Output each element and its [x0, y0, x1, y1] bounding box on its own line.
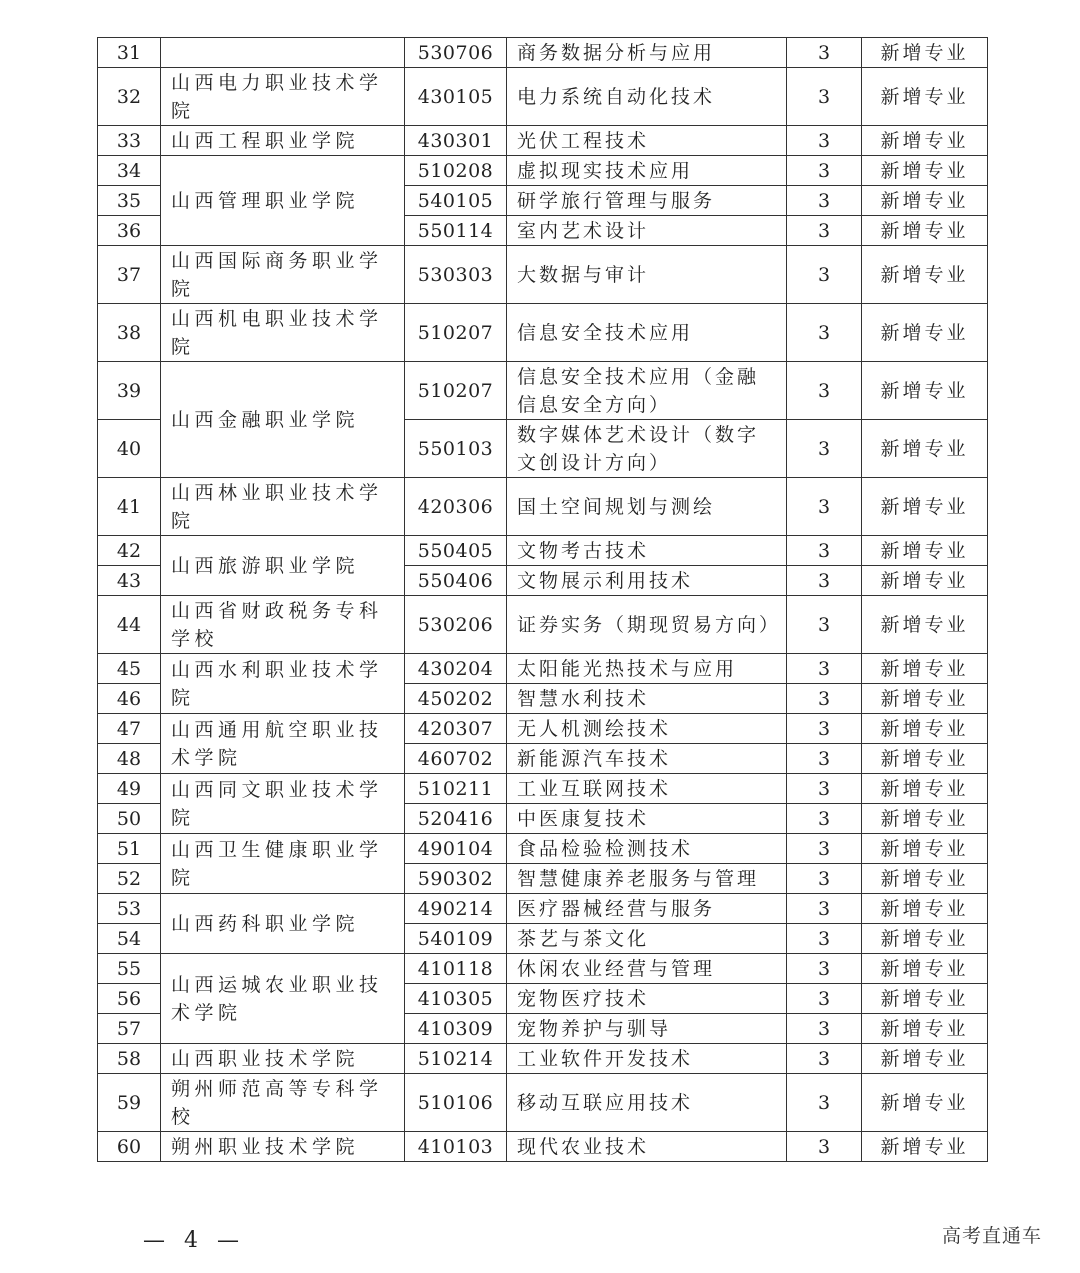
- major-name: 智慧水利技术: [507, 684, 787, 714]
- row-number: 45: [98, 654, 161, 684]
- study-years: 3: [787, 714, 862, 744]
- school-name: 山西旅游职业学院: [161, 536, 405, 596]
- school-name: 山西通用航空职业技术学院: [161, 714, 405, 774]
- change-type: 新增专业: [862, 954, 988, 984]
- school-name: 山西金融职业学院: [161, 362, 405, 478]
- major-name: 信息安全技术应用（金融 信息安全方向）: [507, 362, 787, 420]
- major-code: 510211: [405, 774, 507, 804]
- major-name: 工业互联网技术: [507, 774, 787, 804]
- study-years: 3: [787, 774, 862, 804]
- row-number: 44: [98, 596, 161, 654]
- table-row: [98, 68, 988, 126]
- table-row: [98, 834, 988, 864]
- study-years: 3: [787, 804, 862, 834]
- change-type: 新增专业: [862, 126, 988, 156]
- page-number: — 4 —: [143, 1228, 245, 1253]
- major-name: 宠物医疗技术: [507, 984, 787, 1014]
- change-type: 新增专业: [862, 744, 988, 774]
- row-number: 41: [98, 478, 161, 536]
- change-type: 新增专业: [862, 1074, 988, 1132]
- study-years: 3: [787, 684, 862, 714]
- major-code: 530206: [405, 596, 507, 654]
- row-number: 49: [98, 774, 161, 804]
- study-years: 3: [787, 420, 862, 478]
- major-code: 510207: [405, 304, 507, 362]
- study-years: 3: [787, 126, 862, 156]
- table-row: [98, 654, 988, 684]
- row-number: 47: [98, 714, 161, 744]
- major-name: 虚拟现实技术应用: [507, 156, 787, 186]
- study-years: 3: [787, 68, 862, 126]
- school-name: 山西林业职业技术学院: [161, 478, 405, 536]
- major-name: 无人机测绘技术: [507, 714, 787, 744]
- school-name: 山西国际商务职业学院: [161, 246, 405, 304]
- change-type: 新增专业: [862, 536, 988, 566]
- major-name: 新能源汽车技术: [507, 744, 787, 774]
- row-number: 37: [98, 246, 161, 304]
- change-type: 新增专业: [862, 216, 988, 246]
- major-code: 430204: [405, 654, 507, 684]
- row-number: 38: [98, 304, 161, 362]
- change-type: 新增专业: [862, 894, 988, 924]
- major-name: 研学旅行管理与服务: [507, 186, 787, 216]
- major-code: 510208: [405, 156, 507, 186]
- table-row: [98, 954, 988, 984]
- change-type: 新增专业: [862, 1044, 988, 1074]
- major-name: 文物考古技术: [507, 536, 787, 566]
- row-number: 43: [98, 566, 161, 596]
- major-name: 电力系统自动化技术: [507, 68, 787, 126]
- row-number: 36: [98, 216, 161, 246]
- change-type: 新增专业: [862, 684, 988, 714]
- major-code: 450202: [405, 684, 507, 714]
- row-number: 42: [98, 536, 161, 566]
- school-name: [161, 38, 405, 68]
- row-number: 34: [98, 156, 161, 186]
- change-type: 新增专业: [862, 984, 988, 1014]
- row-number: 40: [98, 420, 161, 478]
- major-name: 食品检验检测技术: [507, 834, 787, 864]
- major-name: 宠物养护与驯导: [507, 1014, 787, 1044]
- row-number: 48: [98, 744, 161, 774]
- table-row: [98, 1132, 988, 1162]
- row-number: 59: [98, 1074, 161, 1132]
- school-name: 山西机电职业技术学院: [161, 304, 405, 362]
- study-years: 3: [787, 864, 862, 894]
- change-type: 新增专业: [862, 362, 988, 420]
- row-number: 60: [98, 1132, 161, 1162]
- table-row: [98, 774, 988, 804]
- major-code: 540105: [405, 186, 507, 216]
- watermark-text: 高考直通车: [942, 1225, 1043, 1247]
- change-type: 新增专业: [862, 714, 988, 744]
- major-code: 420307: [405, 714, 507, 744]
- table-row: [98, 714, 988, 744]
- change-type: 新增专业: [862, 774, 988, 804]
- major-name: 文物展示利用技术: [507, 566, 787, 596]
- major-name: 室内艺术设计: [507, 216, 787, 246]
- major-code: 550405: [405, 536, 507, 566]
- study-years: 3: [787, 362, 862, 420]
- major-code: 420306: [405, 478, 507, 536]
- row-number: 56: [98, 984, 161, 1014]
- major-code: 550114: [405, 216, 507, 246]
- table-row: [98, 246, 988, 304]
- major-code: 460702: [405, 744, 507, 774]
- study-years: 3: [787, 566, 862, 596]
- change-type: 新增专业: [862, 596, 988, 654]
- majors-table: [97, 37, 988, 1162]
- table-row: [98, 1044, 988, 1074]
- study-years: 3: [787, 186, 862, 216]
- table-row: [98, 596, 988, 654]
- study-years: 3: [787, 984, 862, 1014]
- change-type: 新增专业: [862, 478, 988, 536]
- study-years: 3: [787, 1044, 862, 1074]
- major-code: 490214: [405, 894, 507, 924]
- table-row: [98, 894, 988, 924]
- study-years: 3: [787, 924, 862, 954]
- change-type: 新增专业: [862, 804, 988, 834]
- major-code: 490104: [405, 834, 507, 864]
- table-body: [98, 38, 988, 1162]
- school-name: 山西管理职业学院: [161, 156, 405, 246]
- row-number: 58: [98, 1044, 161, 1074]
- school-name: 山西省财政税务专科学校: [161, 596, 405, 654]
- study-years: 3: [787, 596, 862, 654]
- row-number: 32: [98, 68, 161, 126]
- major-code: 430301: [405, 126, 507, 156]
- change-type: 新增专业: [862, 834, 988, 864]
- change-type: 新增专业: [862, 304, 988, 362]
- change-type: 新增专业: [862, 246, 988, 304]
- major-name: 医疗器械经营与服务: [507, 894, 787, 924]
- school-name: 山西电力职业技术学院: [161, 68, 405, 126]
- major-name: 光伏工程技术: [507, 126, 787, 156]
- study-years: 3: [787, 1014, 862, 1044]
- major-code: 410305: [405, 984, 507, 1014]
- school-name: 山西同文职业技术学院: [161, 774, 405, 834]
- study-years: 3: [787, 954, 862, 984]
- table-row: [98, 304, 988, 362]
- row-number: 35: [98, 186, 161, 216]
- change-type: 新增专业: [862, 156, 988, 186]
- study-years: 3: [787, 536, 862, 566]
- study-years: 3: [787, 216, 862, 246]
- school-name: 山西药科职业学院: [161, 894, 405, 954]
- major-name: 太阳能光热技术与应用: [507, 654, 787, 684]
- change-type: 新增专业: [862, 654, 988, 684]
- major-name: 国土空间规划与测绘: [507, 478, 787, 536]
- major-code: 550406: [405, 566, 507, 596]
- major-name: 茶艺与茶文化: [507, 924, 787, 954]
- row-number: 33: [98, 126, 161, 156]
- major-name: 数字媒体艺术设计（数字 文创设计方向）: [507, 420, 787, 478]
- study-years: 3: [787, 894, 862, 924]
- study-years: 3: [787, 38, 862, 68]
- major-code: 510207: [405, 362, 507, 420]
- school-name: 山西职业技术学院: [161, 1044, 405, 1074]
- row-number: 31: [98, 38, 161, 68]
- change-type: 新增专业: [862, 924, 988, 954]
- study-years: 3: [787, 304, 862, 362]
- school-name: 山西运城农业职业技术学院: [161, 954, 405, 1044]
- major-name: 智慧健康养老服务与管理: [507, 864, 787, 894]
- school-name: 朔州职业技术学院: [161, 1132, 405, 1162]
- major-name: 工业软件开发技术: [507, 1044, 787, 1074]
- table-row: [98, 126, 988, 156]
- major-code: 530706: [405, 38, 507, 68]
- major-code: 410103: [405, 1132, 507, 1162]
- major-code: 510106: [405, 1074, 507, 1132]
- change-type: 新增专业: [862, 38, 988, 68]
- table-row: [98, 38, 988, 68]
- change-type: 新增专业: [862, 1132, 988, 1162]
- major-name: 大数据与审计: [507, 246, 787, 304]
- major-code: 540109: [405, 924, 507, 954]
- major-code: 430105: [405, 68, 507, 126]
- row-number: 50: [98, 804, 161, 834]
- row-number: 54: [98, 924, 161, 954]
- major-code: 410118: [405, 954, 507, 984]
- study-years: 3: [787, 744, 862, 774]
- major-name: 休闲农业经营与管理: [507, 954, 787, 984]
- row-number: 39: [98, 362, 161, 420]
- table-row: [98, 156, 988, 186]
- study-years: 3: [787, 246, 862, 304]
- row-number: 46: [98, 684, 161, 714]
- table-row: [98, 478, 988, 536]
- school-name: 山西水利职业技术学院: [161, 654, 405, 714]
- table-row: [98, 362, 988, 420]
- study-years: 3: [787, 156, 862, 186]
- study-years: 3: [787, 834, 862, 864]
- table-row: [98, 1074, 988, 1132]
- major-name: 信息安全技术应用: [507, 304, 787, 362]
- study-years: 3: [787, 1074, 862, 1132]
- major-name: 商务数据分析与应用: [507, 38, 787, 68]
- row-number: 52: [98, 864, 161, 894]
- study-years: 3: [787, 654, 862, 684]
- major-code: 510214: [405, 1044, 507, 1074]
- major-name: 中医康复技术: [507, 804, 787, 834]
- row-number: 55: [98, 954, 161, 984]
- table-row: [98, 536, 988, 566]
- row-number: 57: [98, 1014, 161, 1044]
- row-number: 53: [98, 894, 161, 924]
- change-type: 新增专业: [862, 566, 988, 596]
- school-name: 山西工程职业学院: [161, 126, 405, 156]
- change-type: 新增专业: [862, 1014, 988, 1044]
- major-code: 410309: [405, 1014, 507, 1044]
- major-code: 550103: [405, 420, 507, 478]
- major-code: 520416: [405, 804, 507, 834]
- change-type: 新增专业: [862, 420, 988, 478]
- school-name: 朔州师范高等专科学校: [161, 1074, 405, 1132]
- school-name: 山西卫生健康职业学院: [161, 834, 405, 894]
- major-code: 590302: [405, 864, 507, 894]
- major-name: 现代农业技术: [507, 1132, 787, 1162]
- row-number: 51: [98, 834, 161, 864]
- change-type: 新增专业: [862, 68, 988, 126]
- major-name: 证券实务（期现贸易方向）: [507, 596, 787, 654]
- study-years: 3: [787, 478, 862, 536]
- change-type: 新增专业: [862, 864, 988, 894]
- study-years: 3: [787, 1132, 862, 1162]
- change-type: 新增专业: [862, 186, 988, 216]
- major-name: 移动互联应用技术: [507, 1074, 787, 1132]
- major-code: 530303: [405, 246, 507, 304]
